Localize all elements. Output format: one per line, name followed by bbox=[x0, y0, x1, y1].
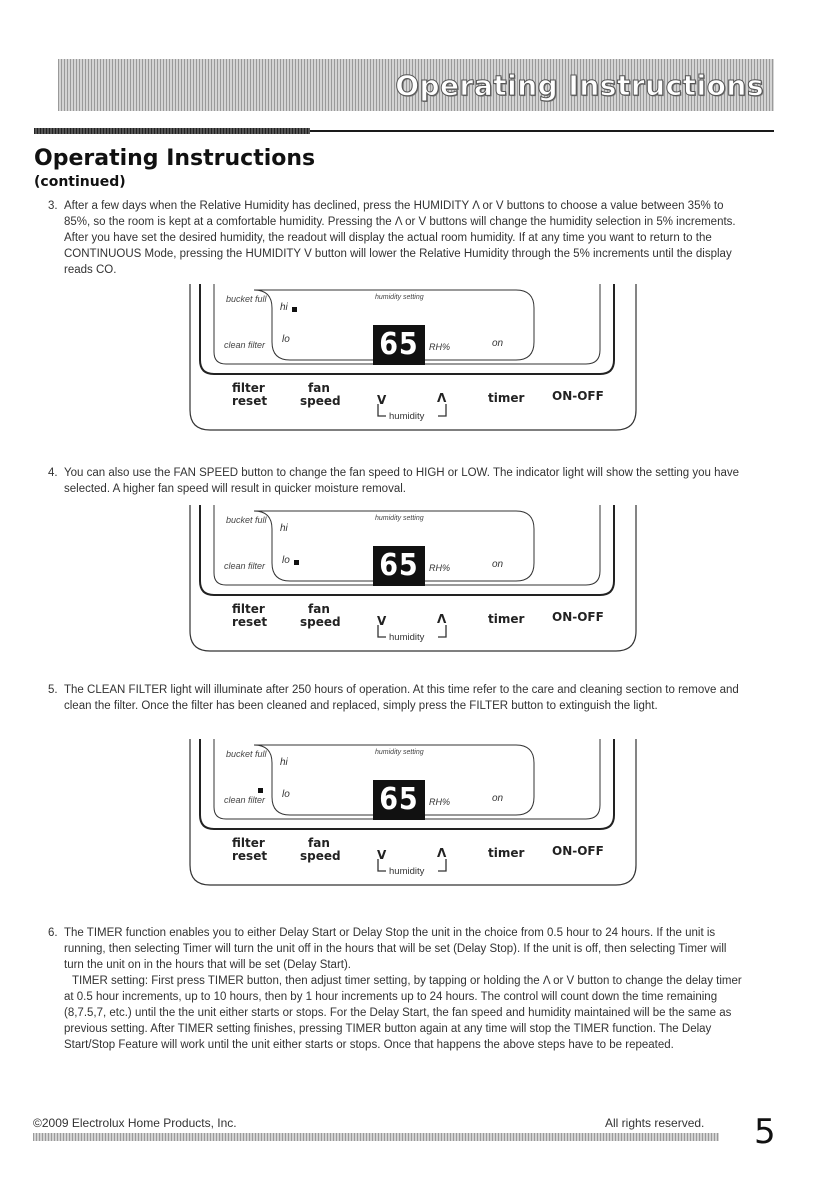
on-label: on bbox=[492, 338, 504, 349]
step-6 bbox=[48, 925, 748, 1053]
filter-reset-button[interactable] bbox=[232, 837, 267, 863]
rh-unit-label: RH% bbox=[429, 797, 451, 807]
humidity-down-button[interactable]: V bbox=[377, 614, 387, 628]
clean-filter-label: clean filter bbox=[224, 795, 266, 805]
fan-speed-button[interactable] bbox=[300, 603, 341, 629]
fan-speed-label-line2: speed bbox=[300, 615, 341, 629]
rh-unit-label: RH% bbox=[429, 563, 451, 573]
humidity-down-button[interactable]: V bbox=[377, 393, 387, 407]
humidity-up-button[interactable]: Λ bbox=[437, 391, 447, 405]
timer-button[interactable]: timer bbox=[488, 391, 525, 405]
control-panel-diagram-3 bbox=[186, 737, 640, 889]
step-text: After a few days when the Relative Humidity has declined, press the HUMIDITY Λ or V buttons to choose a value between 35% to 85%, so the room is kept at a comfortable humidity. Pressing the Λ or V buttons will change the humidity selection in 5% increments. After you have set the desired humidity, the readout will display the actual room humidity. If at any time you want to return to the CONTINUOUS Mode, pressing the HUMIDITY V button will lower the Relative Humidity through the 5% increments until the display reads CO. bbox=[64, 200, 736, 276]
copyright-text: ©2009 Electrolux Home Products, Inc. bbox=[33, 1116, 237, 1130]
section-rule-hatched bbox=[34, 128, 310, 134]
header-banner bbox=[58, 59, 774, 111]
control-panel-diagram-2 bbox=[186, 503, 640, 655]
step-number: 3. bbox=[48, 200, 58, 212]
humidity-down-button[interactable]: V bbox=[377, 848, 387, 862]
on-off-button[interactable]: ON-OFF bbox=[552, 389, 604, 403]
humidity-label: humidity bbox=[389, 866, 425, 877]
clean-filter-label: clean filter bbox=[224, 561, 266, 571]
step-text: The CLEAN FILTER light will illuminate after 250 hours of operation. At this time refer to the care and cleaning section to remove and clean the filter. Once the filter has been cleaned and replaced, simply press the FILTER button to extinguish the light. bbox=[64, 684, 739, 712]
humidity-setting-label: humidity setting bbox=[375, 515, 424, 522]
footer-rule-hatched bbox=[33, 1133, 719, 1141]
indicator-light bbox=[292, 307, 297, 312]
bucket-full-label: bucket full bbox=[226, 749, 267, 759]
hi-label: hi bbox=[280, 523, 288, 534]
lo-label: lo bbox=[282, 555, 290, 566]
step-number: 5. bbox=[48, 684, 58, 696]
humidity-up-button[interactable]: Λ bbox=[437, 846, 447, 860]
step-text-continued: TIMER setting: First press TIMER button, then adjust timer setting, by tapping or holding the Λ or V button to change the delay timer at 0.5 hour increments, up to 10 hours, then by 1 hour increments up to 24 hours. The control will count down the time remaining (8,7.5,7, etc.) until the the unit either starts or stops. For the Delay Start, the fan speed and humidity maintained will be the same as previous setting. After TIMER setting finishes, pressing TIMER button again at any time will stop the TIMER function. The Delay Start/Stop Feature will work until the unit either starts or stops. Once that happens the above steps have to be repeated. bbox=[64, 975, 742, 1051]
step-text: The TIMER function enables you to either Delay Start or Delay Stop the unit in the choice from 0.5 hour to 24 hours. If the unit is running, then selecting Timer will turn the unit off in the hours that will be set (Delay Stop). If the unit is off, then selecting Timer will turn the unit on in the hours that will be set (Delay Start). bbox=[64, 927, 727, 971]
display-value: 65 bbox=[379, 327, 419, 362]
filter-reset-label-line2: reset bbox=[232, 394, 268, 408]
section-subtitle: (continued) bbox=[34, 174, 126, 190]
rights-text: All rights reserved. bbox=[605, 1116, 705, 1130]
fan-speed-label-line1: fan bbox=[308, 602, 330, 616]
step-number: 4. bbox=[48, 467, 58, 479]
banner-title: Operating Instructions bbox=[395, 68, 764, 102]
step-3 bbox=[48, 198, 748, 278]
filter-reset-label-line1: filter bbox=[232, 836, 265, 850]
on-label: on bbox=[492, 559, 504, 570]
step-number: 6. bbox=[48, 927, 58, 939]
filter-reset-button[interactable] bbox=[232, 603, 267, 629]
humidity-display bbox=[373, 780, 425, 820]
timer-button[interactable]: timer bbox=[488, 612, 525, 626]
filter-reset-label-line2: reset bbox=[232, 849, 268, 863]
step-text: You can also use the FAN SPEED button to change the fan speed to HIGH or LOW. The indicator light will show the setting you have selected. A higher fan speed will result in quicker moisture removal. bbox=[64, 467, 740, 495]
timer-button[interactable]: timer bbox=[488, 846, 525, 860]
display-value: 65 bbox=[379, 548, 419, 583]
humidity-display bbox=[373, 325, 425, 365]
indicator-light bbox=[258, 788, 263, 793]
fan-speed-button[interactable] bbox=[300, 837, 341, 863]
fan-speed-label-line2: speed bbox=[300, 849, 341, 863]
on-label: on bbox=[492, 793, 504, 804]
humidity-display bbox=[373, 546, 425, 586]
filter-reset-label-line2: reset bbox=[232, 615, 268, 629]
indicator-light bbox=[294, 560, 299, 565]
section-title: Operating Instructions bbox=[34, 146, 316, 171]
page-number: 5 bbox=[754, 1112, 776, 1152]
on-off-button[interactable]: ON-OFF bbox=[552, 610, 604, 624]
fan-speed-label-line1: fan bbox=[308, 836, 330, 850]
humidity-setting-label: humidity setting bbox=[375, 749, 424, 756]
fan-speed-label-line2: speed bbox=[300, 394, 341, 408]
filter-reset-label-line1: filter bbox=[232, 602, 265, 616]
step-4 bbox=[48, 465, 748, 497]
hi-label: hi bbox=[280, 302, 288, 313]
step-5 bbox=[48, 682, 748, 714]
humidity-setting-label: humidity setting bbox=[375, 294, 424, 301]
bucket-full-label: bucket full bbox=[226, 294, 267, 304]
on-off-button[interactable]: ON-OFF bbox=[552, 844, 604, 858]
control-panel-diagram-1 bbox=[186, 282, 640, 434]
fan-speed-label-line1: fan bbox=[308, 381, 330, 395]
display-value: 65 bbox=[379, 782, 419, 817]
bucket-full-label: bucket full bbox=[226, 515, 267, 525]
lo-label: lo bbox=[282, 334, 290, 345]
fan-speed-button[interactable] bbox=[300, 382, 341, 408]
humidity-label: humidity bbox=[389, 632, 425, 643]
rh-unit-label: RH% bbox=[429, 342, 451, 352]
filter-reset-button[interactable] bbox=[232, 382, 267, 408]
humidity-up-button[interactable]: Λ bbox=[437, 612, 447, 626]
section-rule bbox=[310, 130, 774, 132]
lo-label: lo bbox=[282, 789, 290, 800]
hi-label: hi bbox=[280, 757, 288, 768]
clean-filter-label: clean filter bbox=[224, 340, 266, 350]
humidity-label: humidity bbox=[389, 411, 425, 422]
filter-reset-label-line1: filter bbox=[232, 381, 265, 395]
